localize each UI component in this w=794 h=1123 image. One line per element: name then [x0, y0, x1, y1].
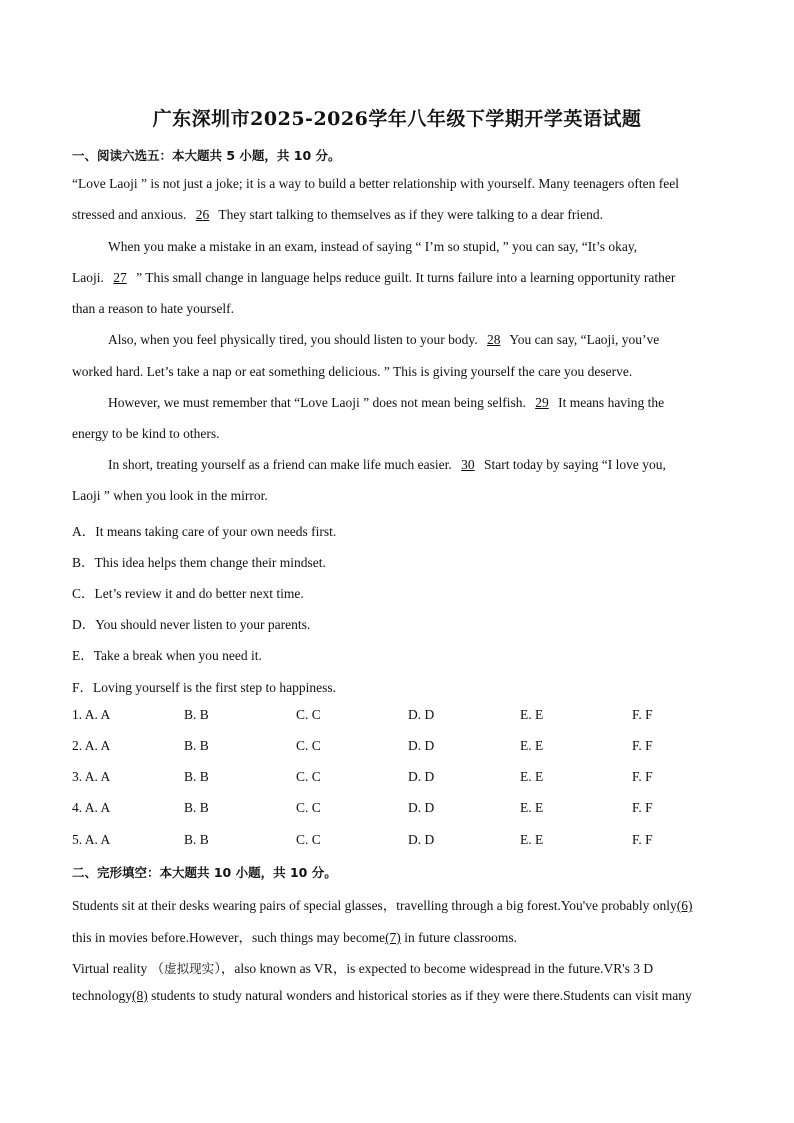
- answer-choice[interactable]: F. F: [632, 800, 653, 815]
- blank-ref-7[interactable]: (7): [385, 930, 401, 945]
- answer-choice[interactable]: D. D: [408, 707, 435, 722]
- passage-text: this in movies before.However，such things may become: [72, 930, 386, 945]
- passage-text: Laoji ” when you look in the mirror.: [72, 488, 268, 503]
- passage-line: [72, 176, 720, 192]
- answer-choice[interactable]: D. D: [408, 738, 435, 753]
- passage-text: In short, treating yourself as a friend can make life much easier.: [108, 457, 452, 472]
- option-e: E．Take a break when you need it.: [72, 648, 262, 663]
- passage-line: [108, 239, 720, 255]
- chinese-gloss: 虚拟现实: [164, 961, 215, 976]
- passage-line: [72, 988, 720, 1004]
- answer-choice[interactable]: E. E: [520, 738, 544, 753]
- passage-text: However, we must remember that “Love Laoji ” does not mean being selfish.: [108, 395, 526, 410]
- blank-27[interactable]: 27: [113, 270, 127, 285]
- passage-text: Start today by saying “I love you,: [484, 457, 666, 472]
- passage-text: When you make a mistake in an exam, instead of saying “ I’m so stupid, ” you can say, “It’s okay,: [108, 239, 638, 254]
- answer-choice[interactable]: C. C: [296, 832, 321, 847]
- answer-choice[interactable]: 1. A. A: [72, 707, 111, 722]
- passage-line: [72, 364, 720, 380]
- answer-choice[interactable]: C. C: [296, 800, 321, 815]
- passage-line: [72, 957, 720, 977]
- blank-26[interactable]: 26: [195, 207, 210, 222]
- passage-text: energy to be kind to others.: [72, 426, 220, 441]
- answer-choice[interactable]: C. C: [296, 707, 321, 722]
- passage-text: students to study natural wonders and historical stories as if they were there.Students can visit many: [147, 988, 692, 1003]
- answer-choice[interactable]: B. B: [184, 769, 209, 784]
- passage-text: They start talking to themselves as if they were talking to a dear friend.: [218, 207, 603, 222]
- passage-line: [72, 270, 720, 286]
- passage-text: Laoji.: [72, 270, 104, 285]
- passage-text: worked hard. Let’s take a nap or eat something delicious. ” This is giving yourself the care you deserve.: [72, 364, 633, 379]
- answer-choice[interactable]: D. D: [408, 769, 435, 784]
- passage-line: [72, 894, 720, 914]
- answer-choice[interactable]: E. E: [520, 769, 544, 784]
- passage-line: [72, 301, 720, 317]
- blank-28[interactable]: 28: [486, 332, 501, 347]
- passage-text: ” This small change in language helps reduce guilt. It turns failure into a learning opportunity rather: [136, 270, 676, 285]
- passage-text: in future classrooms.: [400, 930, 518, 945]
- passage-line: [72, 207, 720, 223]
- answer-choice[interactable]: C. C: [296, 738, 321, 753]
- answer-choice[interactable]: 5. A. A: [72, 832, 111, 847]
- passage-line: [108, 395, 720, 411]
- passage-text: stressed and anxious.: [72, 207, 187, 222]
- answer-choice[interactable]: B. B: [184, 738, 209, 753]
- passage-text: You can say, “Laoji, you’ve: [509, 332, 660, 347]
- answer-choice[interactable]: E. E: [520, 832, 544, 847]
- answer-choice[interactable]: F. F: [632, 769, 653, 784]
- passage-line: [108, 332, 720, 348]
- passage-line: [72, 426, 720, 442]
- option-b: B．This idea helps them change their mindset.: [72, 555, 326, 570]
- section2-heading: 二、完形填空：本大题共 10 小题，共 10 分。: [72, 865, 337, 880]
- passage-text: It means having the: [558, 395, 665, 410]
- answer-choice[interactable]: 3. A. A: [72, 769, 111, 784]
- passage-text: Also, when you feel physically tired, you should listen to your body.: [108, 332, 478, 347]
- answer-choice[interactable]: B. B: [184, 707, 209, 722]
- answer-choice[interactable]: D. D: [408, 832, 435, 847]
- blank-ref-8[interactable]: (8): [132, 988, 148, 1003]
- answer-choice[interactable]: 2. A. A: [72, 738, 111, 753]
- answer-choice[interactable]: C. C: [296, 769, 321, 784]
- answer-choice[interactable]: F. F: [632, 832, 653, 847]
- answer-choice[interactable]: 4. A. A: [72, 800, 111, 815]
- passage-line: [72, 926, 720, 946]
- answer-choice[interactable]: D. D: [408, 800, 435, 815]
- section1-heading: 一、阅读六选五：本大题共 5 小题，共 10 分。: [72, 148, 341, 163]
- passage-line: [72, 488, 720, 504]
- passage-text: Students sit at their desks wearing pairs of special glasses，travelling through a big forest.You've probably only: [72, 898, 677, 913]
- passage-text: “Love Laoji ” is not just a joke; it is a way to build a better relationship with yourself. Many teenagers often feel: [72, 176, 679, 191]
- page-title: 广东深圳市2025-2026学年八年级下学期开学英语试题: [152, 108, 642, 130]
- option-a: A．It means taking care of your own needs first.: [72, 524, 337, 539]
- option-c: C．Let’s review it and do better next time.: [72, 586, 304, 601]
- blank-30[interactable]: 30: [461, 457, 475, 472]
- answer-choice[interactable]: B. B: [184, 800, 209, 815]
- passage-text: Virtual reality （: [72, 961, 165, 976]
- answer-choice[interactable]: E. E: [520, 707, 544, 722]
- passage-line: [108, 457, 720, 473]
- answer-choice[interactable]: B. B: [184, 832, 209, 847]
- blank-ref-6[interactable]: (6): [676, 898, 693, 913]
- answer-choice[interactable]: F. F: [632, 738, 653, 753]
- passage-text: technology: [72, 988, 132, 1003]
- blank-29[interactable]: 29: [535, 395, 549, 410]
- option-f: F．Loving yourself is the first step to happiness.: [72, 680, 336, 695]
- answer-choice[interactable]: E. E: [520, 800, 544, 815]
- passage-text: ），also known as VR，is expected to become widespread in the future.VR's 3 D: [214, 961, 654, 976]
- option-d: D．You should never listen to your parents.: [72, 617, 311, 632]
- answer-choice[interactable]: F. F: [632, 707, 653, 722]
- passage-text: than a reason to hate yourself.: [72, 301, 234, 316]
